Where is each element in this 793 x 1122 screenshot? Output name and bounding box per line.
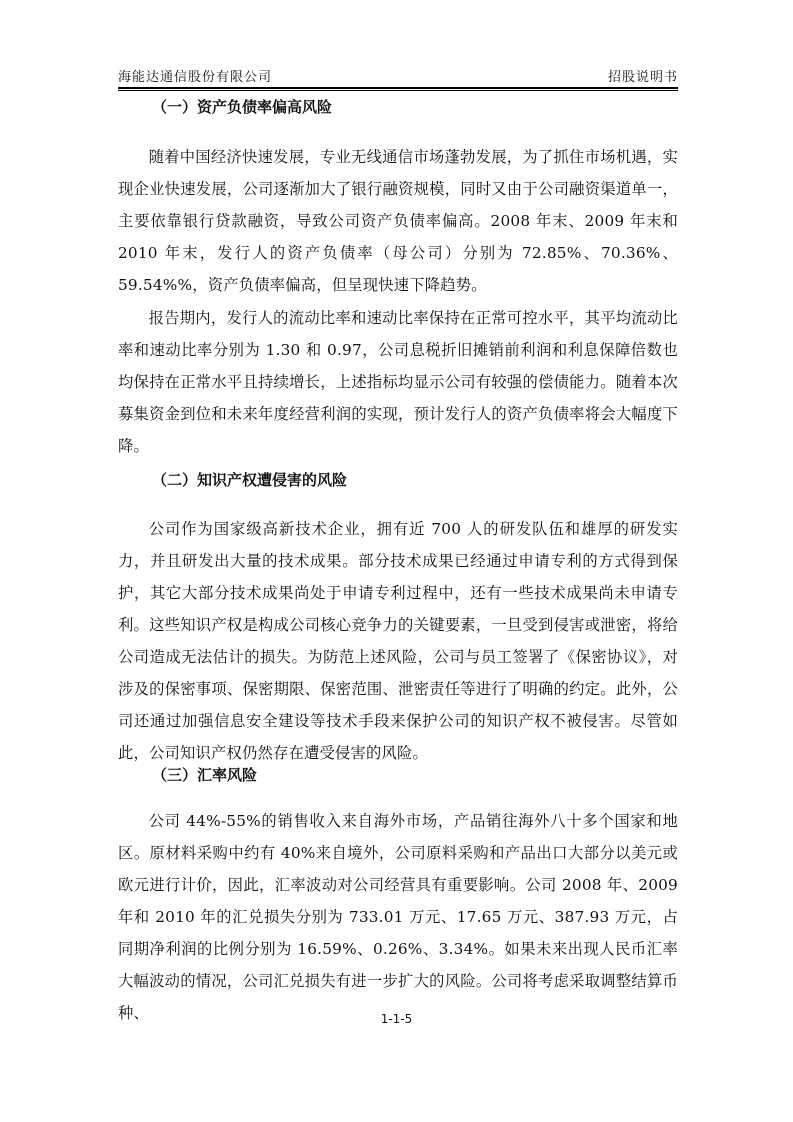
section-heading-ip-risk: （二）知识产权遭侵害的风险 — [152, 471, 348, 489]
paragraph-ip-risk: 公司作为国家级高新技术企业，拥有近 700 人的研发队伍和雄厚的研发实力，并且研发出大量的技术成果。部分技术成果已经通过申请专利的方式得到保护，其它大部分技术成果尚处于申请专利过程中，还有一些技术成果尚未申请专利。这些知识产权是构成公司核心竞争力的关键要素，一旦受到侵害或泄密，将给公司造成无法估计的损失。为防范上述风险，公司与员工签署了《保密协议》，对涉及的保密事项、保密期限、保密范围、泄密责任等进行了明确的约定。此外，公司还通过加强信息安全建设等技术手段来保护公司的知识产权不被侵害。尽管如此，公司知识产权仍然存在遭受侵害的风险。 — [118, 520, 678, 762]
paragraph-debt-ratio-1: 随着中国经济快速发展，专业无线通信市场蓬勃发展，为了抓住市场机遇，实现企业快速发展，公司逐渐加大了银行融资规模，同时又由于公司融资渠道单一，主要依靠银行贷款融资，导致公司资产负债率偏高。2008 年末、2009 年末和 2010 年末，发行人的资产负债率（母公司）分别为 72.85%、70.36%、59.54%%，资产负债率偏高，但呈现快速下降趋势。 — [118, 148, 678, 294]
document-type: 招股说明书 — [607, 70, 678, 85]
company-name: 海能达通信股份有限公司 — [118, 70, 273, 85]
paragraph-fx-risk: 公司 44%-55%的销售收入来自海外市场，产品销往海外八十多个国家和地区。原材料采购中约有 40%来自境外，公司原料采购和产品出口大部分以美元或欧元进行计价，因此，汇率波动对公司经营具有重要影响。公司 2008 年、2009 年和 2010 年的汇兑损失分别为 733.01 万元、17.65 万元、387.93 万元，占同期净利润的比例分别为 16.59%、0.26%、3.34%。如果未来出现人民币汇率大幅波动的情况，公司汇兑损失有进一步扩大的风险。公司将考虑采取调整结算币种、 — [118, 812, 678, 1022]
section-heading-fx-risk: （三）汇率风险 — [152, 766, 258, 784]
header-rule-thin — [118, 90, 678, 91]
page-header — [118, 66, 678, 86]
page-number: 1-1-5 — [380, 1012, 413, 1026]
paragraph-debt-ratio-2: 报告期内，发行人的流动比率和速动比率保持在正常可控水平，其平均流动比率和速动比率分别为 1.30 和 0.97，公司息税折旧摊销前利润和利息保障倍数也均保持在正常水平且持续增长，上述指标均显示公司有较强的偿债能力。随着本次募集资金到位和未来年度经营利润的实现，预计发行人的资产负债率将会大幅度下降。 — [118, 309, 678, 455]
section-heading-debt-ratio: （一）资产负债率偏高风险 — [152, 98, 333, 116]
header-rule-thick — [118, 87, 678, 89]
